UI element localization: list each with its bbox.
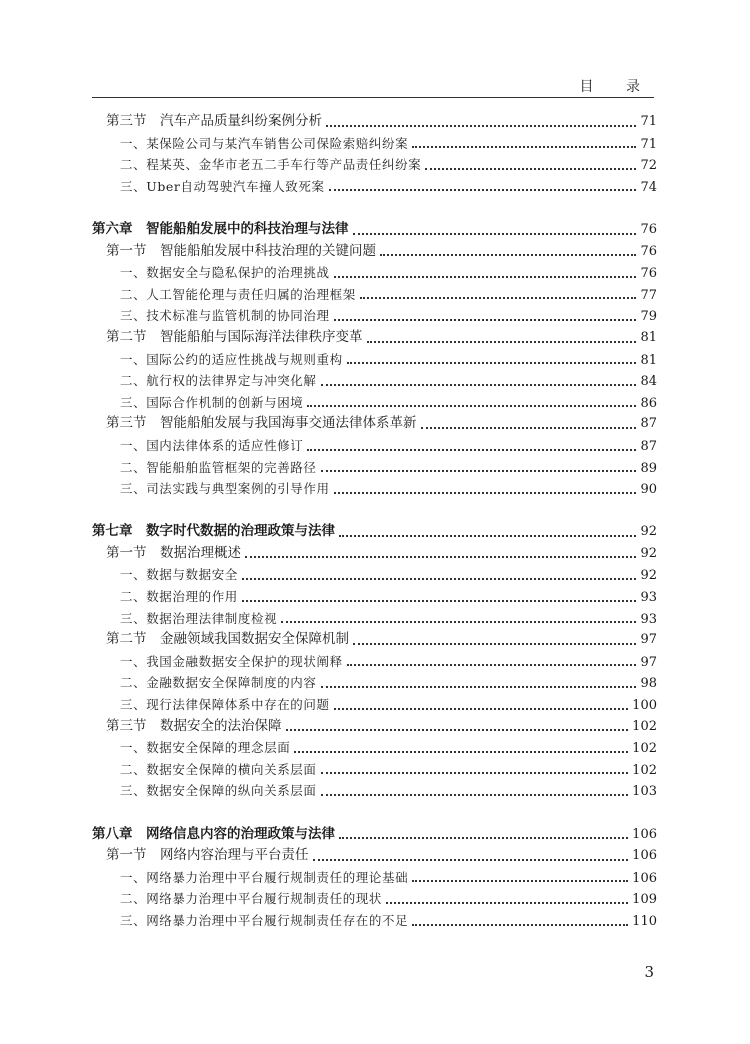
toc-entry-title: 第一节 智能船舶发展中科技治理的关键问题	[106, 242, 376, 259]
toc-entry-page-number: 92	[640, 545, 657, 561]
toc-entry-title: 三、技术标准与监管机制的协同治理	[120, 308, 330, 324]
toc-section-entry[interactable]	[92, 543, 657, 565]
toc-entry-page-number: 103	[632, 784, 657, 800]
toc-entry-title: 第三节 智能船舶发展与我国海事交通法律体系革新	[106, 415, 417, 432]
toc-section-entry[interactable]	[92, 413, 657, 435]
toc-entry-title: 第三节 数据安全的法治保障	[106, 717, 282, 734]
running-header	[0, 76, 750, 96]
toc-item-entry[interactable]	[92, 867, 657, 889]
dot-leader	[386, 896, 628, 904]
toc-entry-title: 第一节 网络内容治理与平台责任	[106, 847, 309, 864]
toc-entry-title: 二、网络暴力治理中平台履行规制责任的现状	[120, 891, 383, 907]
toc-item-entry[interactable]	[92, 586, 657, 608]
toc-chapter-entry[interactable]	[92, 219, 657, 241]
toc-entry-title: 一、数据安全保障的理念层面	[120, 740, 291, 756]
dot-leader	[412, 918, 628, 926]
toc-item-entry[interactable]	[92, 608, 657, 630]
dot-leader	[321, 378, 637, 386]
toc-item-entry[interactable]	[92, 349, 657, 371]
toc-entry-title: 三、国际合作机制的创新与困境	[120, 394, 304, 410]
toc-item-entry[interactable]	[92, 651, 657, 673]
toc-entry-title: 一、国内法律体系的适应性修订	[120, 437, 304, 453]
dot-leader	[334, 313, 637, 321]
dot-leader	[353, 637, 636, 645]
dot-leader	[321, 464, 637, 472]
toc-entry-page-number: 81	[640, 329, 657, 345]
dot-leader	[294, 745, 628, 753]
toc-entry-title: 一、国际公约的适应性挑战与规则重构	[120, 351, 343, 367]
toc-entry-title: 第六章 智能船舶发展中的科技治理与法律	[92, 220, 349, 237]
toc-item-entry[interactable]	[92, 133, 657, 155]
toc-item-entry[interactable]	[92, 305, 657, 327]
toc-entry-title: 一、数据与数据安全	[120, 567, 238, 583]
dot-leader	[329, 183, 637, 191]
dot-leader	[334, 702, 629, 710]
dot-leader	[339, 831, 628, 839]
page-number: 3	[644, 963, 654, 981]
toc-entry-title: 二、金融数据安全保障制度的内容	[120, 675, 317, 691]
toc-entry-title: 二、程某英、金华市老五二手车行等产品责任纠纷案	[120, 157, 422, 173]
toc-entry-page-number: 102	[632, 718, 657, 734]
toc-entry-page-number: 106	[632, 870, 657, 886]
toc-entry-page-number: 76	[640, 221, 657, 237]
toc-section-entry[interactable]	[92, 111, 657, 133]
toc-item-entry[interactable]	[92, 737, 657, 759]
toc-entry-title: 第七章 数字时代数据的治理政策与法律	[92, 523, 335, 540]
toc-entry-page-number: 110	[632, 913, 657, 929]
dot-leader	[242, 594, 637, 602]
toc-entry-page-number: 86	[640, 395, 657, 411]
toc-chapter-entry[interactable]	[92, 824, 657, 846]
toc-entry-page-number: 89	[640, 460, 657, 476]
toc-entry-title: 三、数据安全保障的纵向关系层面	[120, 783, 317, 799]
toc-entry-page-number: 92	[640, 568, 657, 584]
toc-section-entry[interactable]	[92, 327, 657, 349]
toc-section-entry[interactable]	[92, 629, 657, 651]
toc-entry-page-number: 84	[640, 374, 657, 390]
toc-entry-page-number: 76	[640, 243, 657, 259]
dot-leader	[326, 119, 636, 127]
dot-leader	[347, 356, 637, 364]
dot-leader	[321, 766, 629, 774]
toc-section-entry[interactable]	[92, 716, 657, 738]
toc-item-entry[interactable]	[92, 435, 657, 457]
toc-item-entry[interactable]	[92, 392, 657, 414]
toc-entry-title: 第八章 网络信息内容的治理政策与法律	[92, 825, 335, 842]
toc-item-entry[interactable]	[92, 759, 657, 781]
toc-section-entry[interactable]	[92, 845, 657, 867]
toc-item-entry[interactable]	[92, 694, 657, 716]
dot-leader	[281, 615, 636, 623]
dot-leader	[367, 335, 637, 343]
toc-entry-page-number: 97	[640, 632, 657, 648]
dot-leader	[242, 572, 637, 580]
toc-entry-page-number: 106	[632, 848, 657, 864]
toc-entry-title: 三、现行法律保障体系中存在的问题	[120, 697, 330, 713]
toc-item-entry[interactable]	[92, 780, 657, 802]
dot-leader	[321, 788, 629, 796]
dot-leader	[412, 874, 628, 882]
toc-entry-title: 二、数据治理的作用	[120, 589, 238, 605]
chapter-spacer	[92, 197, 657, 219]
dot-leader	[353, 227, 637, 235]
table-of-contents	[92, 111, 657, 932]
dot-leader	[334, 270, 637, 278]
toc-entry-page-number: 102	[632, 762, 657, 778]
toc-entry-title: 二、人工智能伦理与责任归属的治理框架	[120, 286, 356, 302]
toc-entry-title: 一、数据安全与隐私保护的治理挑战	[120, 265, 330, 281]
toc-item-entry[interactable]	[92, 888, 657, 910]
dot-leader	[360, 291, 637, 299]
toc-entry-title: 三、网络暴力治理中平台履行规制责任存在的不足	[120, 912, 409, 928]
toc-item-entry[interactable]	[92, 262, 657, 284]
toc-entry-page-number: 87	[640, 438, 657, 454]
toc-chapter-entry[interactable]	[92, 521, 657, 543]
toc-item-entry[interactable]	[92, 154, 657, 176]
toc-entry-title: 一、某保险公司与某汽车销售公司保险索赔纠纷案	[120, 135, 409, 151]
dot-leader	[421, 421, 637, 429]
toc-entry-title: 三、Uber自动驾驶汽车撞人致死案	[120, 178, 325, 194]
toc-section-entry[interactable]	[92, 241, 657, 263]
toc-entry-title: 第二节 金融领域我国数据安全保障机制	[106, 631, 349, 648]
toc-entry-page-number: 76	[640, 266, 657, 282]
toc-item-entry[interactable]	[92, 564, 657, 586]
chapter-spacer	[92, 500, 657, 522]
toc-entry-title: 第一节 数据治理概述	[106, 544, 241, 561]
dot-leader	[347, 658, 637, 666]
running-title: 目 录	[579, 79, 654, 95]
toc-item-entry[interactable]	[92, 284, 657, 306]
toc-entry-page-number: 98	[640, 676, 657, 692]
toc-entry-title: 一、我国金融数据安全保护的现状阐释	[120, 653, 343, 669]
toc-entry-page-number: 71	[640, 114, 657, 129]
toc-entry-title: 三、数据治理法律制度检视	[120, 610, 278, 626]
dot-leader	[307, 399, 636, 407]
toc-entry-page-number: 92	[640, 524, 657, 540]
dot-leader	[286, 723, 629, 731]
toc-entry-page-number: 79	[640, 309, 657, 325]
toc-entry-title: 二、智能船舶监管框架的完善路径	[120, 459, 317, 475]
toc-entry-title: 一、网络暴力治理中平台履行规制责任的理论基础	[120, 869, 409, 885]
toc-entry-page-number: 81	[640, 352, 657, 368]
toc-entry-page-number: 72	[640, 158, 657, 174]
dot-leader	[380, 248, 636, 256]
toc-item-entry[interactable]	[92, 176, 657, 198]
dot-leader	[313, 853, 629, 861]
dot-leader	[412, 140, 636, 148]
toc-entry-title: 第三节 汽车产品质量纠纷案例分析	[106, 113, 322, 129]
toc-entry-page-number: 90	[640, 482, 657, 498]
toc-entry-page-number: 109	[632, 892, 657, 908]
toc-entry-page-number: 102	[632, 741, 657, 757]
toc-item-entry[interactable]	[92, 478, 657, 500]
chapter-spacer	[92, 802, 657, 824]
toc-entry-page-number: 71	[640, 136, 657, 152]
toc-entry-page-number: 77	[640, 287, 657, 303]
dot-leader	[321, 680, 637, 688]
toc-entry-page-number: 97	[640, 654, 657, 670]
toc-item-entry[interactable]	[92, 672, 657, 694]
toc-entry-page-number: 74	[640, 179, 657, 195]
toc-entry-page-number: 100	[632, 698, 657, 714]
toc-entry-page-number: 87	[640, 416, 657, 432]
toc-entry-page-number: 106	[632, 826, 657, 842]
toc-item-entry[interactable]	[92, 457, 657, 479]
dot-leader	[334, 486, 637, 494]
toc-entry-title: 二、航行权的法律界定与冲突化解	[120, 373, 317, 389]
toc-item-entry[interactable]	[92, 370, 657, 392]
toc-entry-page-number: 93	[640, 611, 657, 627]
toc-item-entry[interactable]	[92, 910, 657, 932]
header-rule	[92, 97, 654, 98]
dot-leader	[307, 443, 636, 451]
toc-entry-title: 第二节 智能船舶与国际海洋法律秩序变革	[106, 328, 363, 345]
toc-entry-title: 三、司法实践与典型案例的引导作用	[120, 481, 330, 497]
dot-leader	[245, 550, 636, 558]
toc-entry-title: 二、数据安全保障的横向关系层面	[120, 761, 317, 777]
dot-leader	[425, 162, 636, 170]
toc-entry-page-number: 93	[640, 590, 657, 606]
dot-leader	[339, 529, 636, 537]
